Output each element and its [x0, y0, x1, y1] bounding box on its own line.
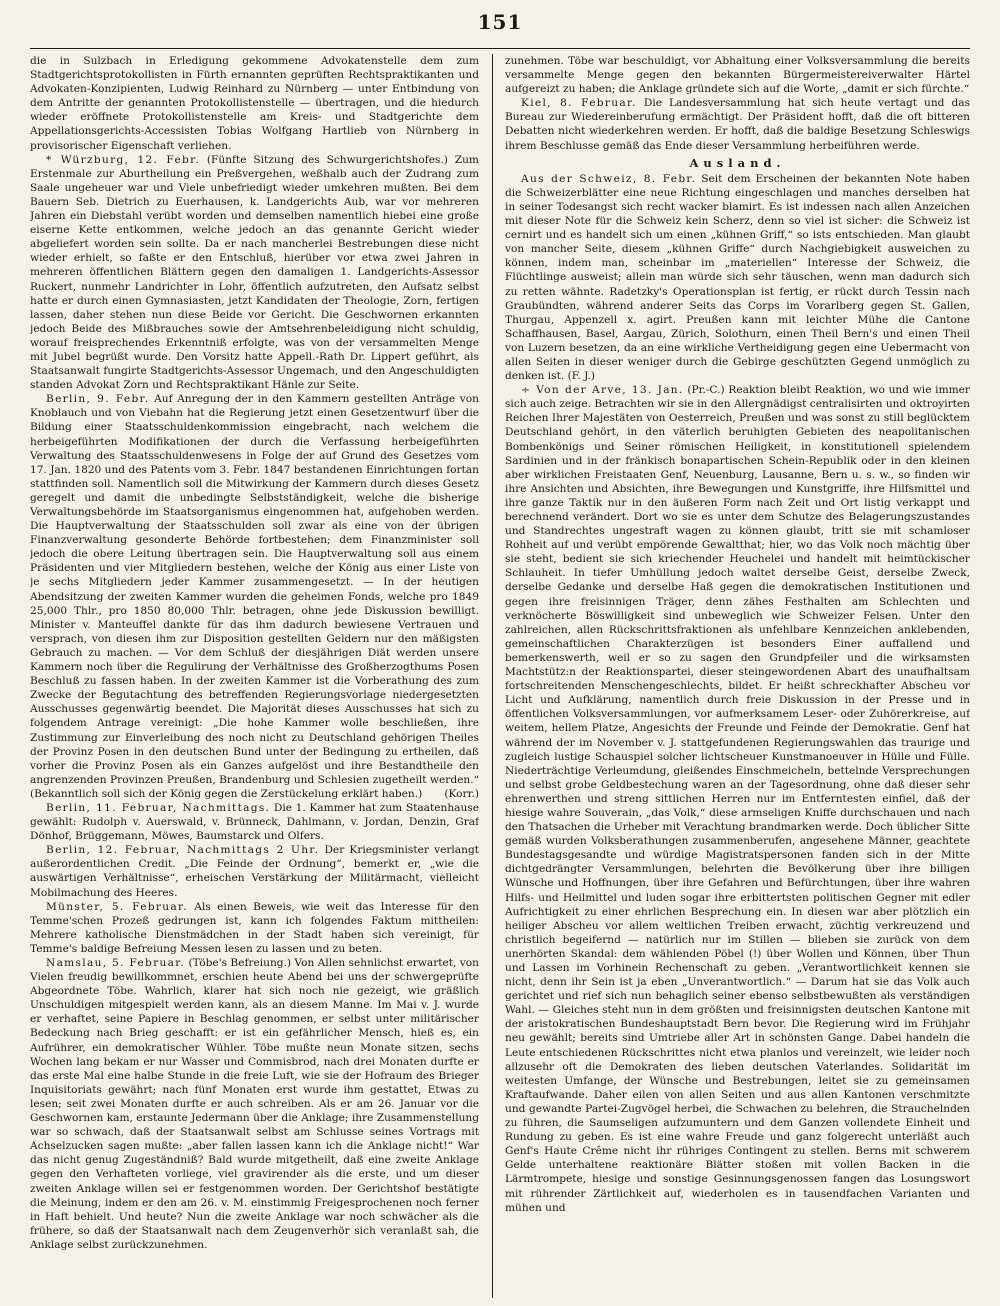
article-dateline: Aus der Schweiz, 8. Febr.: [521, 172, 697, 185]
article-r-cont: [505, 54, 970, 96]
article-p-wuerzburg: [30, 153, 479, 393]
article-p-berlin-11: [30, 801, 479, 843]
article-text: Als einen Beweis, wie weit das Interesse für den Temme'schen Prozeß gedrungen ist, kann ich folgendes Faktum mittheilen: Mehrere katholische Dienstmädchen in der Stadt haben sich vereinigt, für Temme's baldige Befreiung Messen lesen zu lassen und zu beten.: [30, 900, 479, 955]
article-dateline: Kiel, 8. Februar.: [521, 97, 637, 110]
article-text: Die Landesversammlung hat sich heute vertagt und das Bureau zur Wiedereinberufung ermächtigt. Der Präsident hofft, daß die oft bitteren Debatten nicht wiederkehren werden. Er hofft, daß die baldige Besetzung Schleswigs ihrem Beschlusse gemäß das Ende dieser Versammlung herbeiführen werde.: [505, 97, 970, 152]
article-dateline: Namslau, 5. Februar.: [46, 957, 186, 969]
column-divider: [492, 54, 493, 1298]
article-p-berlin-9: [30, 392, 479, 801]
article-text: (Pr.-C.) Reaktion bleibt Reaktion, wo und wie immer sich auch zeige. Betrachten wir sie in den Allergnädigst centralisirten und oktroyirten Reichen Ihrer Majestäten von Oesterreich, Preußen und was sonst zu still beglücktem Deutschland gehört, in den väterlich beruhigten Gebieten des neapolitanischen Bombenkönigs und Seiner römischen Heiligkeit, in konstitutionell spielendem Sardinien und in der fränkisch bonapartischen Schein-Republik oder in den kleinen aber wirklichen Freistaaten Genf, Neuenburg, Lausanne, Bern u. s. w., so finden wir ihre Ansichten und Absichten, ihre Bewegungen und Kunstgriffe, ihre Hilfsmittel und ihre ganze Taktik nur in den äußeren Form nach Zeit und Ort listig verkappt und berechnend verändert. Dort wo sie es unter dem Schutze des Belagerungszustandes und Standrechtes ungestraft wagen zu können glaubt, tritt sie mit schamloser Rohheit auf und verübt empörende Gewaltthat; hier, wo das Volk noch mächtig über sie steht, bedient sie sich kriechender Heuchelei und handelt mit heimtückischer Schlauheit. In tiefer Umhüllung jedoch waltet derselbe Geist, derselbe Zweck, derselbe Gedanke und derselbe Haß gegen die demokratischen Institutionen und gegen ihre freisinnigen Träger, denn zähes Festhalten am Schlechten und verknöcherte Böswilligkeit sind unbeweglich wie Schweizer Felsen. Unter den zahlreichen, allen Rückschrittsfraktionen als unfehlbare Kennzeichen anklebenden, gemeinschaftlichen Charakterzügen ist besonders Einer auffallend und bemerkenswerth, weil er so zu sagen den Grundpfeiler und die wirksamsten Machtstütz:n der Reaktionspartei, dieser steingewordenen Abart des unaufhaltsam fortschreitenden Menschengeschlechts, bildet. Er heißt schreckhafter Abscheu vor Licht und Aufklärung, namentlich durch freie Diskussion in der Presse und in öffentlichen Volksversammlungen, vor aufmerksamem Leser- oder Zuhörerkreise, auf weitem, hellem Platze, Angesichts der Freunde und Feinde der Demokratie. Genf hat während der im November v. J. stattgefundenen Regierungswahlen das traurige und zugleich lustige Schauspiel solcher lichtscheuer Kunstmanoeuver in Hülle und Fülle. Niederträchtige Verleumdung, gleißendes Einschmeicheln, bettelnde Versprechungen und selbst grobe Geldbestechung waren an der Tagesordnung, ohne daß dieser sehr ehrenwerthen und streng sittlichen Herren nur im Entferntesten einfiel, daß der hiesige wahre Souverain, „das Volk,“ diese armseligen Kniffe durchschauen und nach den Thatsachen die Urheber mit Verachtung brandmarken werde. Doch üblicher Sitte gemäß wurden Volksberathungen zusammenberufen, angesehene Männer, geachtete Bundestagsgesandte und würdige Magistratspersonen fanden sich in der Mitte dichtgedrängter Versammlungen, belehrten die Bevölkerung über ihre billigen Wünsche und Hoffnungen, über ihre Gefahren und Befürchtungen, über ihre wahren Hilfs- und Heilmittel und luden sogar ihre erbittertsten politischen Gegner mit edler Aufrichtigkeit zu einer ehrlichen Besprechung ein. In diesen war aber plötzlich ein heiliger Abscheu vor allem weltlichen Treiben erwacht, züchtig verkreuzend und christlich begeifernd — natürlich nur im Stillen — blieben sie zurück von dem unerhörten Skandal: dem wählenden Pöbel (!) über Wollen und Können, über Thun und Lassen im Vorhinein Rechenschaft zu geben. „Verantwortlichkeit kennen sie nicht, denn ihr Sein ist ja eben „Unverantwortlich.“ — Darum hat sie das Volk auch gerichtet und rief sich nun behaglich seiner ebenso selbstbewußten als verständigen Wahl. — Gleiches steht nun in dem größten und freisinnigsten deutschen Kantone mit der aristokratischen Bundeshauptstadt Bern bevor. Die Regierung wird im Frühjahr neu gewählt; bereits sind Umtriebe aller Art in schönsten Gange. Dabei handeln die Leute entschiedenen Rückschrittes nicht etwa planlos und vereinzelt, wie leider noch allzusehr oft die Demokraten des lieben deutschen Vaterlandes. Solidarität im weitesten Umfange, der Wünsche und Bestrebungen, leitet sie zu gemeinsamen Kraftaufwande. Daher eilen von allen Seiten und aus allen Kantonen verschmitzte und gewandte Partei-Zugvögel herbei, die Schwachen zu belehren, die Strauchelnden zu führen, die Saumseligen aufzumuntern und dem Ganzen vollendete Einheit und Rundung zu geben. Es ist eine wahre Freude und ganz folgerecht unterläßt auch Genf's Haute Crême nicht ihr rühriges Contingent zu stellen. Berns mit schwerem Gelde unterhaltene reaktionäre Blätter stoßen mit vollen Backen in die Lärmtrompete, hiesige und sonstige Gesinnungsgenossen fangen das Losungswort mit rührender Zärtlichkeit auf, wiederholen es in tausendfachen Varianten und mühen und: [505, 384, 970, 1214]
article-dateline: Berlin, 9. Febr.: [46, 393, 150, 406]
article-text: Auf Anregung der in den Kammern gestellten Anträge von Knoblauch und von Viebahn hat die Regierung jetzt einen Gesetzentwurf über die Bildung einer Staatsschuldenkommission eingebracht, nach welchem die herbeigeführten Modifikationen der durch die Verfassung herbeigeführten Verwaltung des Staatsschuldenwesens in Folge der auf Grund des Gesetzes vom 17. Jan. 1820 und des Patents vom 3. Febr. 1847 bestandenen Einrichtungen fortan stattfinden soll. Namentlich soll die Mitwirkung der Kammern durch dieses Gesetz geregelt und damit die unbedingte Selbstständigkeit, welche die bisherige Verwaltungsbehörde im Staatsorganismus eingenommen hat, aufgehoben werden. Die Hauptverwaltung der Staatsschulden soll zwar als eine von der übrigen Finanzverwaltung gesonderte Behörde fortbestehen; dem Finanzminister soll jedoch die obere Leitung übertragen sein. Die Hauptverwaltung soll aus einem Präsidenten und vier Mitgliedern bestehen, welche der König aus einer Liste von je sechs Mitgliedern jeder Kammer zusammengesetzt. — In der heutigen Abendsitzung der zweiten Kammer wurden die geheimen Fonds, welche pro 1849 25,000 Thlr., pro 1850 80,000 Thlr. betragen, ohne jede Diskussion bewilligt. Minister v. Manteuffel dankte für das ihm dadurch bewiesene Vertrauen und versprach, von diesen ihm zur Disposition gestellten Geldern nur den mäßigsten Gebrauch zu machen. — Vor dem Schluß der diesjährigen Diät werden unsere Kammern noch über die Regulirung der Verhältnisse des Großherzogthums Posen Beschluß zu fassen haben. In der zweiten Kammer ist die Vorberathung des zum Zwecke der Begutachtung des betreffenden Regierungsvorlage niedergesetzten Ausschusses gegenwärtig beendet. Die Majorität dieses Ausschusses hat sich zu folgendem Antrage vereinigt: „Die hohe Kammer wolle beschließen, ihre Zustimmung zur Einverleibung des noch nicht zu Deutschland gehörigen Theiles der Provinz Posen in den deutschen Bund unter der Bedingung zu ertheilen, daß vorher die Provinz Posen als ein Ganzes aufgelöst und ihre Bestandtheile den angrenzenden Provinzen Preußen, Brandenburg und Schlesien zugetheilt werden.“ (Bekanntlich soll sich der König gegen die Zerstückelung erklärt haben.): [30, 393, 479, 800]
article-text: zunehmen. Töbe war beschuldigt, vor Abhaltung einer Volksversammlung die bereits versammelte Menge gegen den bekannten Bürgermeistereiverwalter Härtel aufgereizt zu haben; die Anklage gründete sich auf die Worte, „damit er sich fürchte.“: [505, 55, 970, 96]
article-p-muenster: [30, 900, 479, 956]
article-p-berlin-12: [30, 843, 479, 899]
article-p-intro: [30, 54, 479, 153]
left-column: [30, 54, 479, 1298]
article-text: Die 1. Kammer hat zum Staatenhause gewählt: Rudolph v. Auerswald, v. Brünneck, Dahlmann, v. Jordan, Denzin, Graf Dönhof, Brüggemann, Möwes, Baumstarck und Olfers.: [30, 801, 479, 843]
article-dateline: Berlin, 11. Februar, Nachmittags.: [46, 801, 271, 814]
article-r-schweiz: [505, 172, 970, 383]
article-text: die in Sulzbach in Erledigung gekommene Advokatenstelle dem zum Stadtgerichtsprotokollisten in Fürth ernannten geprüften Rechtspraktikanten und Advokaten-Konzipienten, Ludwig Reinhard zu Nürnberg — unter Entbindung von dem Antritte der genannten Protokollistenstelle — übertragen, und die hiedurch wieder eröffnete Protokollistenstelle am Kreis- und Stadtgerichte dem Appellationsgerichts-Accessisten Tobias Wolfgang Hartlieb von Nürnberg in provisorischer Eigenschaft verliehen.: [30, 55, 479, 152]
article-text: (Töbe's Befreiung.) Von Allen sehnlichst erwartet, von Vielen freudig bewillkommnet, erschien heute Abend bei uns der schwergeprüfte Abgeordnete Töbe. Wahrlich, klarer hat sich noch nie gezeigt, wie gräßlich Unschuldigen mitgespielt werden kann, als an diesem Manne. Im Mai v. J. wurde er verhaftet, seine Papiere in Beschlag genommen, er selbst unter militärischer Bedeckung nach Brieg geschafft: er ist ein gefährlicher Mensch, hieß es, ein Aufrührer, ein demokratischer Wühler. Töbe mußte neun Monate sitzen, sechs Wochen lang bekam er nur Wasser und Commisbrod, nach drei Monaten durfte er das erste Mal eine halbe Stunde in die freie Luft, wie sie der Hofraum des Brieger Inquisitoriats gewährt; nach fünf Monaten erst wurde ihm gestattet, Etwas zu lesen; seit zwei Monaten durfte er auch schreiben. Als er am 26. Januar vor die Geschwornen kam, erstaunte Jedermann über die Anklage; ihre Zusammenstellung war so schwach, daß der Staatsanwalt selbst am Schlusse seines Vortrags mit Achselzucken sagen mußte: „aber fallen lassen kann ich die Anklage nicht!“ War das nicht genug Zugeständniß? Bald wurde mitgetheilt, daß eine zweite Anklage gegen den Verhafteten vorliege, viel gravirender als die erste, und um dieser zweiten Anklage willen sei er festgenommen worden. Der Gerichtshof bestätigte die Meinung, indem er den am 26. v. M. einstimmig Freigesprochenen noch ferner in Haft behielt. Und heute? Nun die zweite Anklage war noch schwächer als die frühere, so daß der Staatsanwalt nach dem Zeugenverhör sich veranlaßt sah, die Anklage selbst zurückzunehmen.: [30, 957, 479, 1251]
section-heading: Ausland.: [689, 155, 786, 170]
article-r-arve: [505, 383, 970, 1215]
right-column: [505, 54, 970, 1298]
article-dateline: ÷ Von der Arve, 13. Jan.: [521, 384, 684, 397]
article-text: Der Kriegsminister verlangt außerordentlichen Credit. „Die Feinde der Ordnung“, bemerkt er, „wie die auswärtigen Verhältnisse“, erheischen Verstärkung der Militärmacht, vielleicht Mobilmachung des Heeres.: [30, 844, 479, 899]
article-text: (Fünfte Sitzung des Schwurgerichtshofes.) Zum Erstenmale zur Aburtheilung ein Preßvergehen, weßhalb auch der Zudrang zum Saale ungeheuer war und Viele unbefriedigt wieder umkehren mußten. Bei dem Bauern Seb. Dietrich zu Euerhausen, k. Landgerichts Aub, war vor mehreren Jahren ein Diebstahl verübt worden und demselben namentlich hiebei eine große eiserne Kette entkommen, welche jedoch an das genannte Gericht wieder abgeliefert worden sein sollte. Da er nach mancherlei Bestrebungen diese nicht wieder erhielt, so faßte er den Entschluß, hierüber vor etwa zwei Jahren in mehreren öffentlichen Blättern gegen den damaligen 1. Landgerichts-Assessor Ruckert, nunmehr Landrichter in Lohr, öffentlich aufzutreten, den Aufsatz selbst hatte er durch einen Gymnasiasten, jetzt Kandidaten der Theologie, Zorn, fertigen lassen, daher stehen nun diese Beide vor Gericht. Die Geschwornen erkannten jedoch Beide des Mißbrauches sowie der Amtsehrenbeleidigung nicht schuldig, worauf freisprechendes Erkenntniß erfolgte, was von der versammelten Menge mit Jubel begrüßt wurde. Den Vorsitz hatte Appell.-Rath Dr. Lippert geführt, als Staatsanwalt fungirte Stadtgerichts-Assessor Ungemach, und den Angeschuldigten standen Advokat Zorn und Rechtspraktikant Hänle zur Seite.: [30, 153, 479, 392]
article-dateline: Münster, 5. Februar.: [46, 900, 188, 913]
article-text: Seit dem Erscheinen der bekannten Note haben die Schweizerblätter eine neue Richtung eingeschlagen und manches derselben hat in seiner Todesangst sich recht wacker blamirt. Es ist indessen nach allen Anzeichen mit dieser Note für die Schweiz kein Scherz, denn so viel ist sicher: die Schweiz ist cernirt und es handelt sich um einen „kühnen Griff,“ so ists entschieden. Man glaubt von mancher Seite, diesem „kühnen Griffe“ durch Nachgiebigkeit ausweichen zu können, indem man, scheinbar im „materiellen“ Interesse der Schweiz, die Flüchtlinge ausweist; allein man würde sich sehr täuschen, wenn man dadurch sich zu retten wähnte. Radetzky's Operationsplan ist fertig, er rückt durch Tessin nach Graubündten, während anderer Seits das Corps im Vorarlberg gegen St. Gallen, Thurgau, Appenzell x. agirt. Preußen kann mit leichter Mühe die Cantone Schaffhausen, Basel, Aargau, Zürich, Solothurn, einen Theil Bern's und einen Theil von Luzern besetzen, da an eine wirkliche Vertheidigung gegen eine Uebermacht von allen Seiten in dieser weniger durch die Gebirge geschützten Gegend unmöglich zu denken ist. (F. J.): [505, 172, 970, 383]
article-r-kiel: [505, 96, 970, 152]
page-number: 151: [477, 10, 523, 34]
header-rule: [30, 48, 970, 49]
article-dateline: * Würzburg, 12. Febr.: [46, 153, 200, 166]
article-dateline: Berlin, 12. Februar, Nachmittags 2 Uhr.: [46, 844, 320, 857]
article-signature: (Korr.): [444, 787, 479, 800]
article-p-namslau: [30, 956, 479, 1252]
